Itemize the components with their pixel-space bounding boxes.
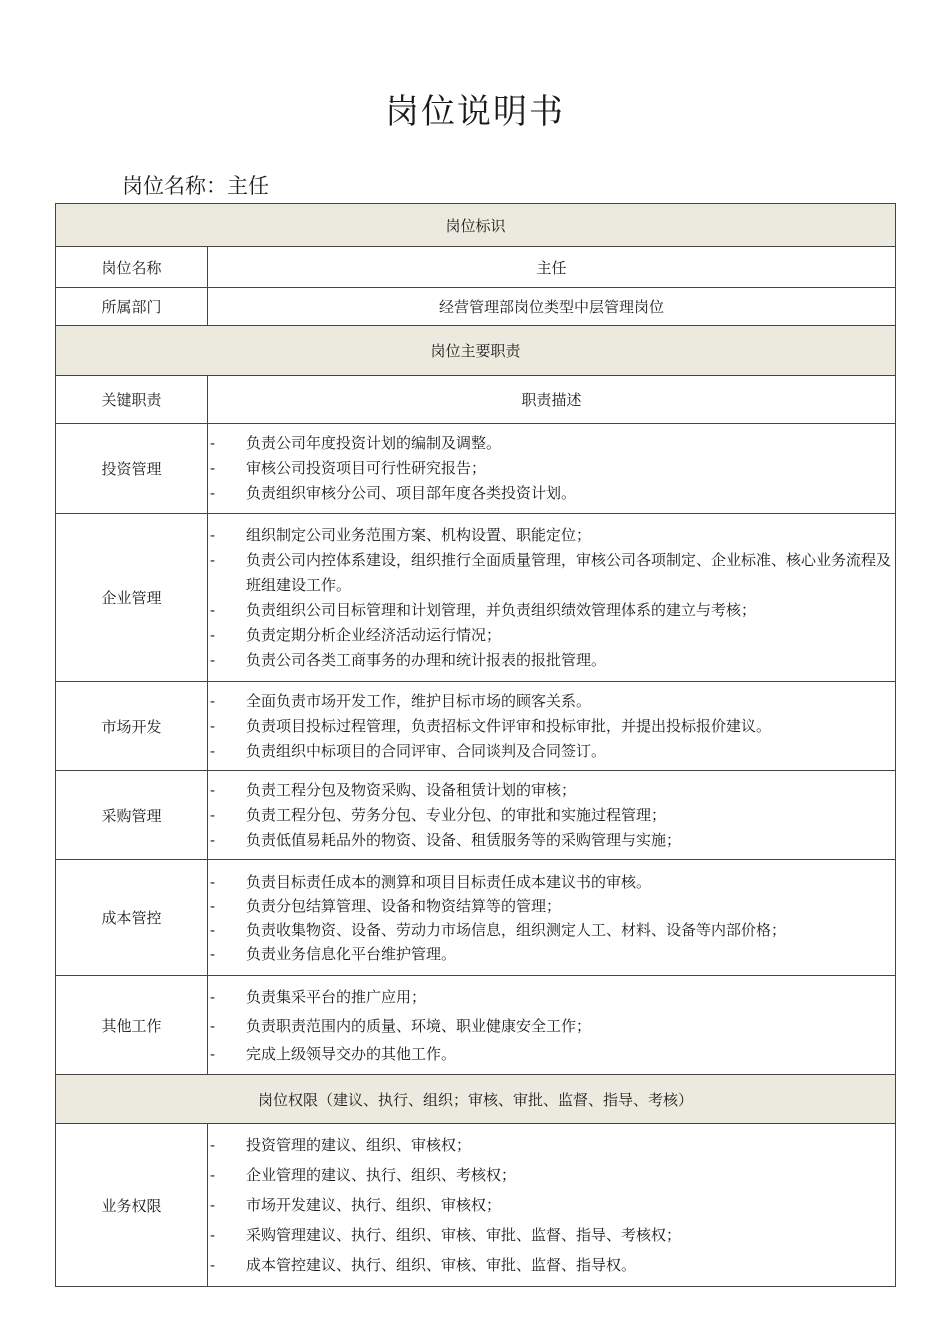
bullet-dash: - <box>210 434 216 452</box>
bullet-dash: - <box>210 525 216 544</box>
bullet-dash: - <box>210 625 216 644</box>
bullet-dash: - <box>210 1136 216 1154</box>
duty-item: - 全面负责市场开发工作，维护目标市场的顾客关系。 <box>208 689 895 714</box>
section-header-identity: 岗位标识 <box>56 204 896 247</box>
duty-item: - 负责低值易耗品外的物资、设备、租赁服务等的采购管理与实施； <box>208 828 895 853</box>
duty-item: - 审核公司投资项目可行性研究报告； <box>208 456 895 481</box>
department-label: 所属部门 <box>56 288 208 326</box>
bullet-dash: - <box>210 805 216 824</box>
bullet-dash: - <box>210 830 216 849</box>
duty-item: - 负责工程分包及物资采购、设备租赁计划的审核； <box>208 778 895 803</box>
duty-item: - 负责定期分析企业经济活动运行情况； <box>208 623 895 648</box>
duty-item: - 组织制定公司业务范围方案、机构设置、职能定位； <box>208 523 895 548</box>
duty-description <box>208 514 896 682</box>
authority-item: - 采购管理建议、执行、组织、审核、审批、监督、指导、考核权； <box>208 1220 895 1250</box>
duty-description <box>208 860 896 976</box>
duty-key: 投资管理 <box>56 424 208 514</box>
authority-description <box>208 1124 896 1287</box>
duty-key: 采购管理 <box>56 771 208 860</box>
position-name-value: 主任 <box>208 247 896 288</box>
duty-item: - 负责工程分包、劳务分包、专业分包、的审批和实施过程管理； <box>208 803 895 828</box>
duty-key: 其他工作 <box>56 976 208 1075</box>
duty-item: - 负责公司各类工商事务的办理和统计报表的报批管理。 <box>208 648 895 673</box>
bullet-dash: - <box>210 1256 216 1274</box>
duty-item: - 负责分包结算管理、设备和物资结算等的管理； <box>208 894 895 918</box>
bullet-dash: - <box>210 691 216 710</box>
bullet-dash: - <box>210 920 216 939</box>
document-title: 岗位说明书 <box>385 92 565 132</box>
duty-description <box>208 424 896 514</box>
section-header-duties: 岗位主要职责 <box>56 326 896 376</box>
bullet-dash: - <box>210 1166 216 1184</box>
duty-item: - 负责业务信息化平台维护管理。 <box>208 942 895 966</box>
bullet-dash: - <box>210 1017 216 1035</box>
bullet-dash: - <box>210 1196 216 1214</box>
duty-item: - 负责组织审核分公司、项目部年度各类投资计划。 <box>208 481 895 506</box>
duty-row <box>56 682 896 771</box>
bullet-dash: - <box>210 896 216 915</box>
bullet-dash: - <box>210 1045 216 1063</box>
job-description-table <box>55 203 896 1287</box>
duty-item: - 负责收集物资、设备、劳动力市场信息，组织测定人工、材料、设备等内部价格； <box>208 918 895 942</box>
section-header-authority: 岗位权限（建议、执行、组织；审核、审批、监督、指导、考核） <box>56 1075 896 1124</box>
duty-row <box>56 771 896 860</box>
duty-item: - 负责公司年度投资计划的编制及调整。 <box>208 431 895 456</box>
duty-description <box>208 976 896 1075</box>
duty-description <box>208 771 896 860</box>
duty-item: - 负责目标责任成本的测算和项目目标责任成本建议书的审核。 <box>208 870 895 894</box>
bullet-dash: - <box>210 780 216 799</box>
bullet-dash: - <box>210 459 216 477</box>
bullet-dash: - <box>210 872 216 891</box>
authority-item: - 市场开发建议、执行、组织、审核权； <box>208 1190 895 1220</box>
duty-row <box>56 424 896 514</box>
authority-item: - 成本管控建议、执行、组织、审核、审批、监督、指导权。 <box>208 1250 895 1280</box>
duty-item: - 负责组织中标项目的合同评审、合同谈判及合同签订。 <box>208 739 895 764</box>
bullet-dash: - <box>210 716 216 735</box>
bullet-dash: - <box>210 944 216 963</box>
authority-key: 业务权限 <box>56 1124 208 1287</box>
bullet-dash: - <box>210 741 216 760</box>
duty-item: - 负责职责范围内的质量、环境、职业健康安全工作； <box>208 1012 895 1041</box>
bullet-dash: - <box>210 650 216 669</box>
duty-row <box>56 860 896 976</box>
duty-item: - 负责集采平台的推广应用； <box>208 983 895 1012</box>
bullet-dash: - <box>210 484 216 502</box>
duty-key: 企业管理 <box>56 514 208 682</box>
duty-description <box>208 682 896 771</box>
bullet-dash: - <box>210 600 216 619</box>
duty-item: - 负责公司内控体系建设，组织推行全面质量管理，审核公司各项制定、企业标准、核心业务流程及班组建设工作。 <box>208 548 895 598</box>
column-header-key-duty: 关键职责 <box>56 376 208 424</box>
authority-item: - 企业管理的建议、执行、组织、考核权； <box>208 1160 895 1190</box>
bullet-dash: - <box>210 550 216 569</box>
bullet-dash: - <box>210 1226 216 1244</box>
authority-item: - 投资管理的建议、组织、审核权； <box>208 1130 895 1160</box>
duty-row <box>56 976 896 1075</box>
position-name-label: 岗位名称 <box>56 247 208 288</box>
duty-item: - 负责组织公司目标管理和计划管理，并负责组织绩效管理体系的建立与考核； <box>208 598 895 623</box>
duty-key: 成本管控 <box>56 860 208 976</box>
duty-row <box>56 514 896 682</box>
authority-row <box>56 1124 896 1287</box>
position-name-line: 岗位名称：主任 <box>122 174 269 198</box>
bullet-dash: - <box>210 988 216 1006</box>
duty-item: - 完成上级领导交办的其他工作。 <box>208 1041 895 1067</box>
column-header-description: 职责描述 <box>208 376 896 424</box>
duty-key: 市场开发 <box>56 682 208 771</box>
department-value: 经营管理部岗位类型中层管理岗位 <box>208 288 896 326</box>
duty-item: - 负责项目投标过程管理，负责招标文件评审和投标审批，并提出投标报价建议。 <box>208 714 895 739</box>
